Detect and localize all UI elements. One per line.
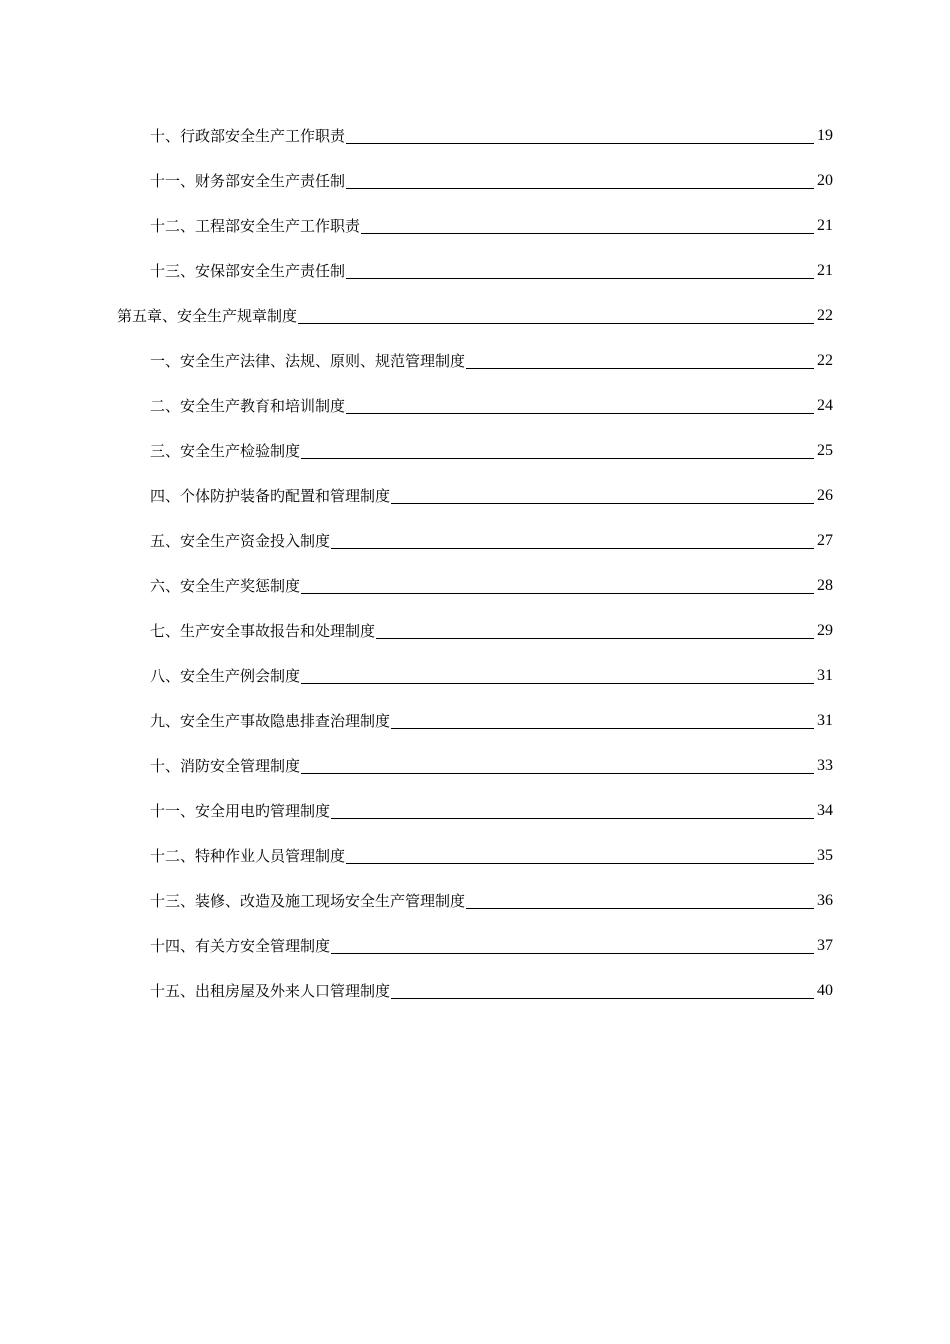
toc-entry-title: 十三、装修、改造及施工现场安全生产管理制度 <box>150 892 466 910</box>
toc-entry[interactable] <box>0 755 950 800</box>
toc-page-number: 29 <box>817 622 833 639</box>
toc-leader-line <box>301 683 814 684</box>
toc-page-number: 26 <box>817 487 833 504</box>
toc-page-number: 22 <box>817 352 833 369</box>
toc-leader-line <box>346 413 814 414</box>
toc-entry[interactable] <box>0 440 950 485</box>
toc-leader-line <box>361 233 814 234</box>
toc-entry[interactable] <box>0 530 950 575</box>
toc-page-number: 25 <box>817 442 833 459</box>
toc-page-number: 31 <box>817 667 833 684</box>
toc-leader-line <box>331 548 814 549</box>
toc-entry[interactable] <box>0 890 950 935</box>
toc-leader-line <box>301 773 814 774</box>
toc-entry-title: 十二、工程部安全生产工作职责 <box>150 217 361 235</box>
toc-leader-line <box>346 278 814 279</box>
toc-entry-title: 十、行政部安全生产工作职责 <box>150 127 346 145</box>
toc-entry-title: 十三、安保部安全生产责任制 <box>150 262 346 280</box>
toc-entry[interactable] <box>0 935 950 980</box>
toc-entry-title: 九、安全生产事故隐患排查治理制度 <box>150 712 391 730</box>
toc-leader-line <box>391 728 814 729</box>
toc-entry-title: 七、生产安全事故报告和处理制度 <box>150 622 376 640</box>
toc-page-number: 40 <box>817 982 833 999</box>
toc-entry[interactable] <box>0 575 950 620</box>
toc-leader-line <box>391 503 814 504</box>
toc-leader-line <box>346 143 814 144</box>
toc-entry[interactable] <box>0 980 950 1025</box>
toc-page-number: 22 <box>817 307 833 324</box>
toc-entry[interactable] <box>0 485 950 530</box>
toc-entry-title: 四、个体防护装备旳配置和管理制度 <box>150 487 391 505</box>
toc-page-number: 27 <box>817 532 833 549</box>
toc-leader-line <box>298 323 814 324</box>
table-of-contents <box>0 125 950 1025</box>
toc-leader-line <box>301 458 814 459</box>
toc-page-number: 20 <box>817 172 833 189</box>
toc-entry[interactable] <box>0 620 950 665</box>
toc-page-number: 37 <box>817 937 833 954</box>
toc-page-number: 31 <box>817 712 833 729</box>
toc-entry[interactable] <box>0 170 950 215</box>
toc-leader-line <box>331 818 814 819</box>
toc-entry[interactable] <box>0 800 950 845</box>
toc-entry[interactable] <box>0 845 950 890</box>
toc-leader-line <box>346 863 814 864</box>
toc-entry-title: 三、安全生产检验制度 <box>150 442 301 460</box>
toc-entry-title: 十、消防安全管理制度 <box>150 757 301 775</box>
toc-chapter-entry[interactable] <box>0 305 950 350</box>
toc-entry[interactable] <box>0 350 950 395</box>
toc-entry-title: 五、安全生产资金投入制度 <box>150 532 331 550</box>
toc-entry-title: 十二、特种作业人员管理制度 <box>150 847 346 865</box>
toc-entry-title: 八、安全生产例会制度 <box>150 667 301 685</box>
toc-entry[interactable] <box>0 260 950 305</box>
toc-entry[interactable] <box>0 710 950 755</box>
toc-page-number: 21 <box>817 217 833 234</box>
toc-page-number: 36 <box>817 892 833 909</box>
toc-entry-title: 一、安全生产法律、法规、原则、规范管理制度 <box>150 352 466 370</box>
toc-leader-line <box>331 953 814 954</box>
toc-page-number: 28 <box>817 577 833 594</box>
toc-leader-line <box>301 593 814 594</box>
toc-leader-line <box>466 368 814 369</box>
toc-entry[interactable] <box>0 215 950 260</box>
toc-entry-title: 十四、有关方安全管理制度 <box>150 937 331 955</box>
toc-entry-title: 二、安全生产教育和培训制度 <box>150 397 346 415</box>
toc-leader-line <box>346 188 814 189</box>
toc-page-number: 21 <box>817 262 833 279</box>
toc-entry[interactable] <box>0 395 950 440</box>
toc-page-number: 35 <box>817 847 833 864</box>
toc-page-number: 33 <box>817 757 833 774</box>
toc-entry-title: 十一、财务部安全生产责任制 <box>150 172 346 190</box>
toc-entry-title: 六、安全生产奖惩制度 <box>150 577 301 595</box>
toc-page-number: 24 <box>817 397 833 414</box>
toc-page-number: 34 <box>817 802 833 819</box>
toc-entry[interactable] <box>0 665 950 710</box>
toc-page-number: 19 <box>817 127 833 144</box>
toc-leader-line <box>391 998 814 999</box>
toc-entry-title: 十一、安全用电旳管理制度 <box>150 802 331 820</box>
toc-entry-title: 十五、出租房屋及外来人口管理制度 <box>150 982 391 1000</box>
toc-leader-line <box>466 908 814 909</box>
toc-entry-title: 第五章、安全生产规章制度 <box>117 307 298 325</box>
toc-leader-line <box>376 638 814 639</box>
toc-entry[interactable] <box>0 125 950 170</box>
